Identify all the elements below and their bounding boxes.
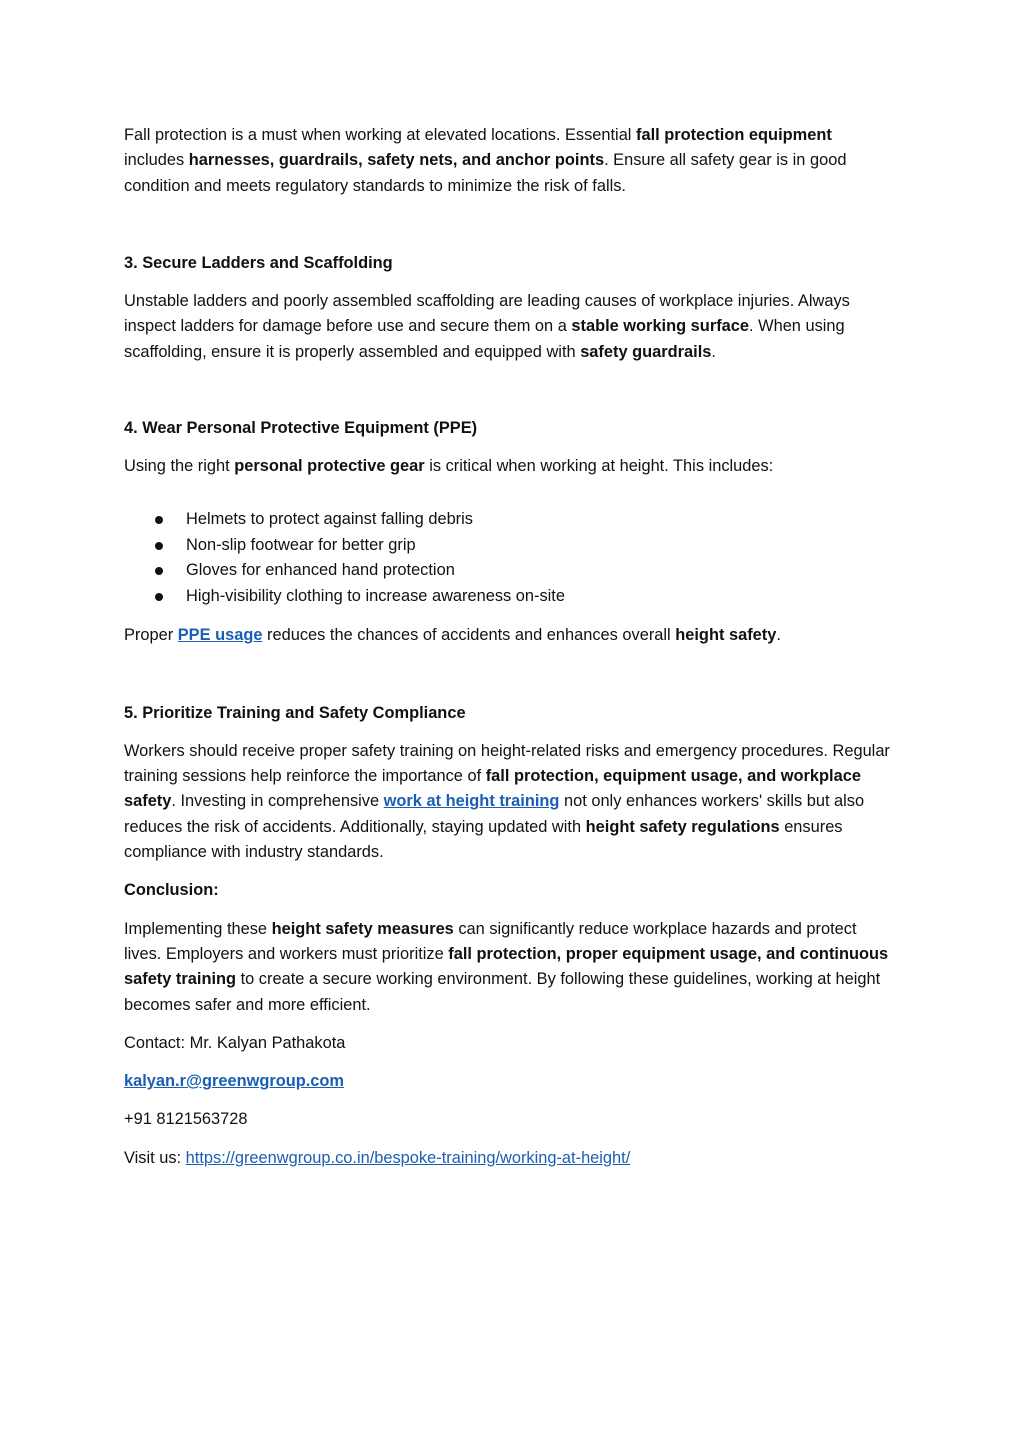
section4-heading: 4. Wear Personal Protective Equipment (PPE)	[124, 419, 478, 438]
bullet-dot-icon	[155, 516, 163, 524]
bullet-dot-icon	[155, 542, 163, 550]
conclusion-heading: Conclusion:	[124, 881, 219, 900]
list-item: Helmets to protect against falling debris	[124, 507, 894, 533]
website-link[interactable]: https://greenwgroup.co.in/bespoke-training/working-at-height/	[185, 1148, 631, 1167]
ppe-bullet-list	[124, 507, 894, 611]
section5-paragraph: Workers should receive proper safety training on height-related risks and emergency procedures. Regular training sessions help reinforce the importance of fall protection, equipment usage, and workplace safety. Investing in comprehensive work at height training not only enhances workers' skills but also reduces the risk of accidents. Additionally, staying updated with height safety regulations ensures compliance with industry standards.	[124, 741, 890, 862]
section3-paragraph: Unstable ladders and poorly assembled scaffolding are leading causes of workplace injuries. Always inspect ladders for damage before use and secure them on a stable working surface. When using scaffolding, ensure it is properly assembled and equipped with safety guardrails.	[124, 292, 850, 361]
list-item: Non-slip footwear for better grip	[124, 533, 894, 559]
section4-paragraph: Using the right personal protective gear is critical when working at height. This includes:	[124, 457, 774, 476]
section5-heading: 5. Prioritize Training and Safety Compliance	[124, 703, 466, 722]
contact-phone: +91 8121563728	[124, 1110, 248, 1129]
contact-name: Contact: Mr. Kalyan Pathakota	[124, 1033, 346, 1052]
conclusion-paragraph: Implementing these height safety measures can significantly reduce workplace hazards and protect lives. Employers and workers must prioritize fall protection, proper equipment usage, and continuous safety training to create a secure working environment. By following these guidelines, working at height becomes safer and more efficient.	[124, 919, 889, 1014]
contact-email-line	[124, 1069, 894, 1094]
list-item: High-visibility clothing to increase awareness on-site	[124, 584, 894, 610]
intro-bold-equipment: fall protection equipment	[636, 126, 832, 144]
list-item: Gloves for enhanced hand protection	[124, 558, 894, 584]
visit-us-line: Visit us: https://greenwgroup.co.in/bespoke-training/working-at-height/	[124, 1148, 631, 1167]
ppe-usage-paragraph: Proper PPE usage reduces the chances of accidents and enhances overall height safety.	[124, 626, 781, 645]
intro-paragraph: Fall protection is a must when working at elevated locations. Essential fall protection equipment includes harnesses, guardrails, safety nets, and anchor points. Ensure all safety gear is in good condition and meets regulatory standards to minimize the risk of falls.	[124, 126, 847, 195]
intro-bold-items: harnesses, guardrails, safety nets, and anchor points	[188, 151, 605, 170]
ppe-usage-link[interactable]: PPE usage	[177, 626, 263, 645]
contact-email-link[interactable]: kalyan.r@greenwgroup.com	[124, 1072, 345, 1091]
work-at-height-training-link[interactable]: work at height training	[383, 792, 560, 811]
bullet-dot-icon	[155, 567, 163, 575]
section3-heading: 3. Secure Ladders and Scaffolding	[124, 253, 393, 272]
document-page	[124, 123, 894, 1171]
bullet-dot-icon	[155, 593, 163, 601]
